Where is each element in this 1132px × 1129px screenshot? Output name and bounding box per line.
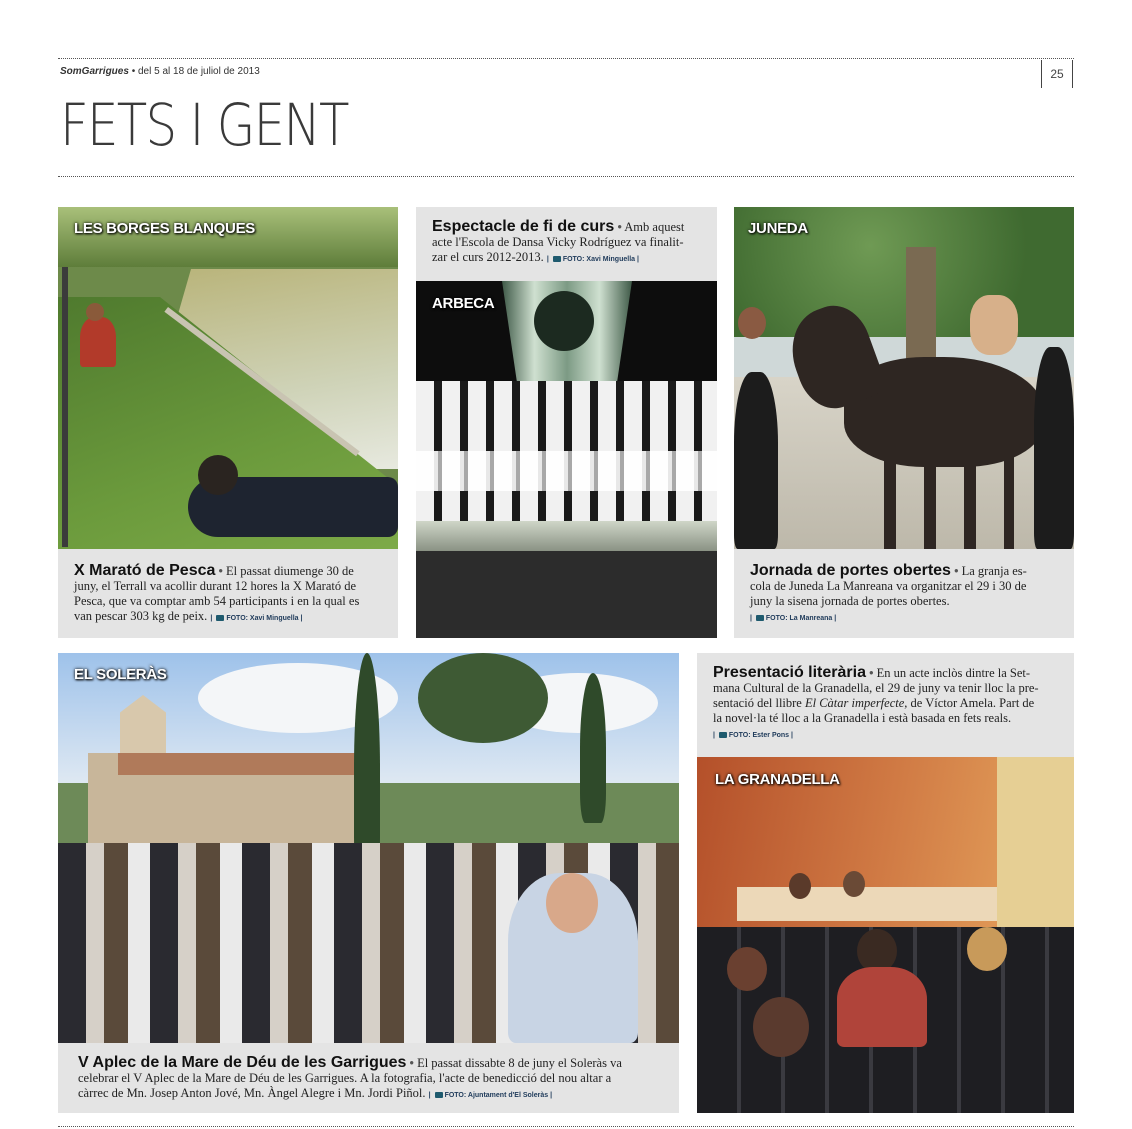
article-el-soleras (58, 653, 679, 1113)
body-line: El passat dissabte 8 de juny el Soleràs va (417, 1056, 622, 1070)
body-line: Pesca, que va comptar amb 54 participants i en la qual es (74, 594, 360, 608)
chapel-roof (118, 753, 358, 775)
header-top-rule (58, 58, 1074, 59)
dancers-tutus (416, 451, 717, 491)
body-line: juny la sisena jornada de portes obertes. (750, 594, 950, 608)
cypress-tree (580, 673, 606, 823)
credit-text: FOTO: Ajuntament d'El Soleràs (444, 1092, 549, 1099)
brand-name: SomGarrigues (60, 66, 129, 77)
headline: Espectacle de fi de curs (432, 218, 615, 235)
headline: Presentació literària (713, 664, 866, 681)
camera-icon (719, 732, 727, 738)
dance-photo (416, 281, 717, 638)
audience-member (967, 927, 1007, 971)
place-label: EL SOLERÀS (74, 666, 167, 683)
section-title: FETS I GENT (60, 91, 348, 159)
credit-text: FOTO: Xavi Minguella (562, 256, 636, 263)
place-label: JUNEDA (748, 220, 808, 237)
handler-right (1034, 347, 1074, 549)
credit-text: FOTO: La Manreana (765, 615, 833, 622)
body-line: mana Cultural de la Granadella, el 29 de juny va tenir lloc la pre- (713, 681, 1039, 695)
article-la-granadella (697, 653, 1074, 1113)
caption (734, 549, 1074, 638)
horse-photo (734, 207, 1074, 549)
body-line: En un acte inclòs dintre la Set- (876, 666, 1031, 680)
credit-text: FOTO: Xavi Minguella (226, 615, 299, 622)
article-les-borges-blanques (58, 207, 398, 638)
header-bottom-rule (58, 176, 1074, 177)
body-line: zar el curs 2012-2013. (432, 250, 544, 264)
camera-icon (756, 615, 764, 621)
seated-angler (80, 317, 116, 367)
body-line: La granja es- (961, 564, 1027, 578)
book-title: El Càtar imperfecte, (804, 696, 908, 710)
body-line: El passat diumenge 30 de (226, 564, 354, 578)
body-line: celebrar el V Aplec de la Mare de Déu de les Garrigues. A la fotografia, l'acte de benedicció del nou altar a (78, 1071, 612, 1085)
speaker (789, 873, 811, 899)
body-line: juny, el Terrall va acollir durant 12 hores la X Marató de (74, 579, 357, 593)
stage-table (737, 887, 997, 921)
man-foreground-head (546, 873, 598, 933)
angler-head (86, 303, 104, 321)
audience-member (753, 997, 809, 1057)
body-line: acte l'Escola de Dansa Vicky Rodríguez va finalit- (432, 235, 684, 249)
handler-head (738, 307, 766, 339)
place-label: ARBECA (432, 295, 495, 312)
fishing-photo (58, 207, 398, 549)
body-line: sentació del llibre (713, 696, 802, 710)
handler-left (734, 372, 778, 549)
photo-credit: | FOTO: Xavi Minguella | (546, 256, 639, 263)
audience-member-shirt (837, 967, 927, 1047)
page-number: 25 (1041, 60, 1073, 88)
article-juneda (734, 207, 1074, 638)
bullet: • (218, 564, 223, 578)
trees-band (58, 207, 398, 267)
camera-icon (553, 256, 561, 262)
caption (58, 1043, 679, 1113)
camera-icon (216, 615, 224, 621)
headline: V Aplec de la Mare de Déu de les Garrigues (78, 1054, 407, 1071)
caption (416, 207, 717, 281)
article-arbeca (416, 207, 717, 638)
photo-credit: | FOTO: Ajuntament d'El Soleràs | (428, 1092, 553, 1099)
flower-arrangement (534, 291, 594, 351)
caption (697, 653, 1074, 757)
body-line: càrrec de Mn. Josep Anton Jové, Mn. Àngel Alegre i Mn. Jordi Piñol. (78, 1086, 426, 1100)
horse-legs (884, 457, 1014, 549)
place-label: LES BORGES BLANQUES (74, 220, 255, 237)
footer-rule (58, 1126, 1074, 1127)
bullet: • (409, 1056, 414, 1070)
bullet: • (869, 666, 874, 680)
masthead (60, 66, 260, 77)
headline: Jornada de portes obertes (750, 562, 951, 579)
railing (62, 267, 68, 547)
audience-member (727, 947, 767, 991)
photo-credit: | FOTO: La Manreana | (750, 615, 837, 622)
body-line: van pescar 303 kg de peix. (74, 609, 208, 623)
speaker (843, 871, 865, 897)
photo-credit: | FOTO: Xavi Minguella | (210, 615, 303, 622)
credit-text: FOTO: Ester Pons (728, 732, 790, 739)
issue-date: del 5 al 18 de juliol de 2013 (138, 66, 260, 77)
body-line: de Víctor Amela. Part de (910, 696, 1035, 710)
body-line: Amb aquest (624, 220, 685, 234)
stage-front (416, 551, 717, 638)
headline: X Marató de Pesca (74, 562, 216, 579)
masthead-separator: • (131, 66, 136, 77)
bullet: • (954, 564, 959, 578)
auditorium-photo (697, 757, 1074, 1113)
caption (58, 549, 398, 638)
pine-tree (418, 653, 548, 743)
bullet: • (617, 220, 622, 234)
boy-head (198, 455, 238, 495)
body-line: cola de Juneda La Manreana va organitzar el 29 i 30 de (750, 579, 1027, 593)
place-label: LA GRANADELLA (715, 771, 840, 788)
camera-icon (435, 1092, 443, 1098)
stage-floor (416, 521, 717, 551)
photo-credit: | FOTO: Ester Pons | (713, 732, 793, 739)
body-line: la novel·la té lloc a la Granadella i està basada en fets reals. (713, 711, 1012, 725)
children-riding (970, 295, 1018, 355)
aplec-photo (58, 653, 679, 1043)
